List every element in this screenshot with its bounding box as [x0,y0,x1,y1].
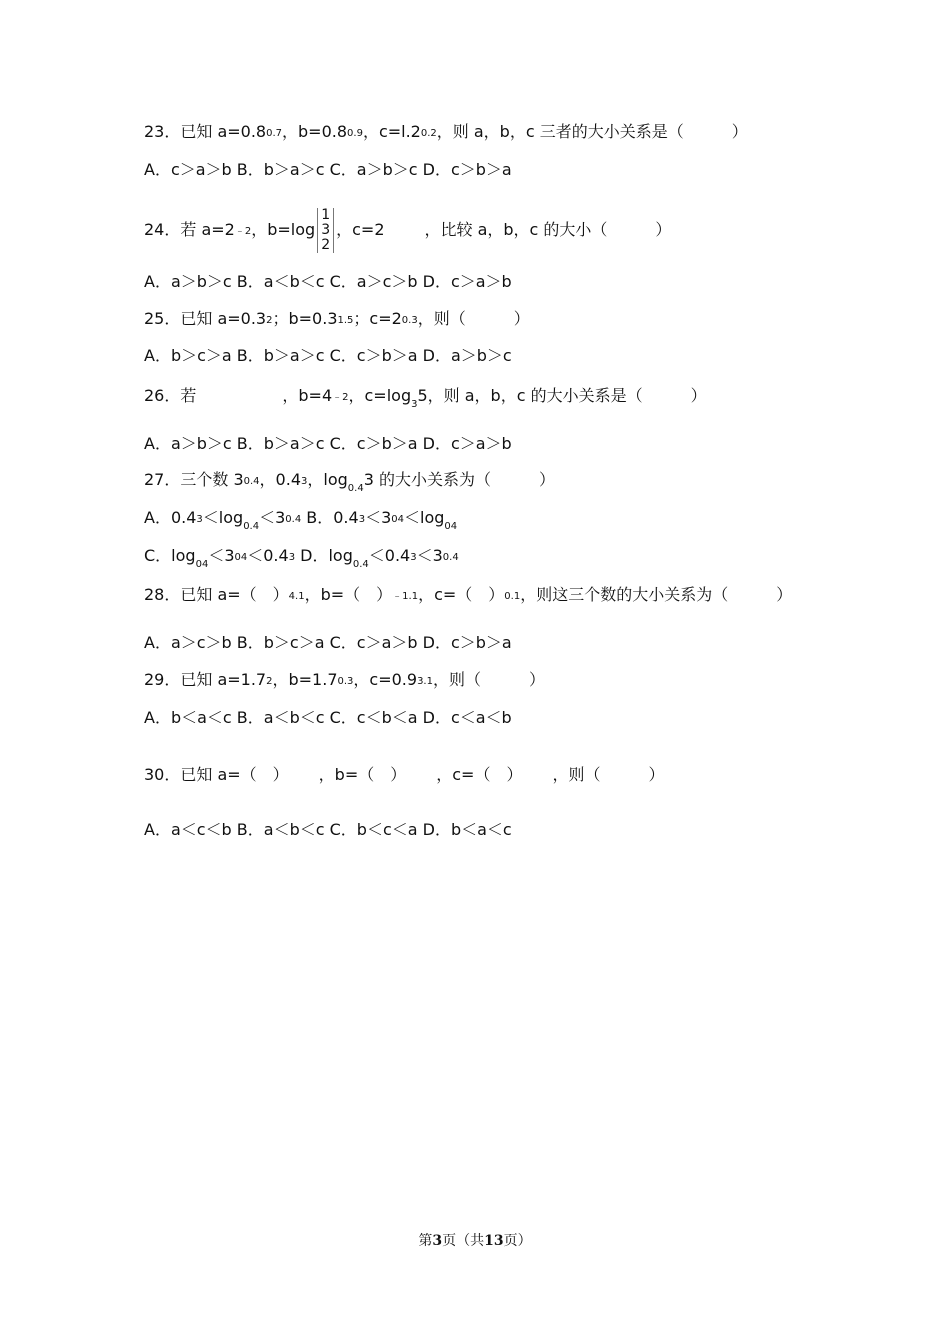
exponent: 3.1 [417,676,433,687]
text: ，b=（ ） [304,585,393,604]
question-28-stem [144,585,792,608]
exponent: 3 [301,476,308,487]
text: ＜3 [365,508,392,527]
exponent: 0.1 [504,591,521,602]
log-base-matrix [317,208,334,253]
page-footer [0,1230,950,1250]
exponent: 04 [234,552,248,563]
text: 30．已知 a=（ ） [144,765,289,784]
exponent: 4.1 [288,591,305,602]
question-29-stem [144,670,545,693]
text: ，则（ ） [552,765,665,784]
question-23-stem [144,122,748,145]
text: ，则 a，b，c 三者的大小关系是（ ） [436,122,748,141]
text: 24．若 a=2 [144,220,235,239]
question-24-stem [144,205,671,258]
text: ，b=4 [282,386,333,405]
text: ，c=l.2 [362,122,421,141]
text: ，则这三个数的大小关系为（ ） [520,585,793,604]
text: D．log [295,546,353,565]
text: ，b=1.7 [272,670,338,689]
exponent: 1.5 [337,315,354,326]
text: ＜0.4 [247,546,289,565]
text: ，c=（ ） [418,585,505,604]
text: ，则（ ） [417,309,530,328]
text: 25．已知 a=0.3 [144,309,267,328]
subscript: 3 [411,399,418,410]
exponent: 0.9 [347,128,363,139]
text: ＜3 [259,508,286,527]
exponent: 0.3 [401,315,418,326]
text: ，0.4 [259,470,301,489]
text: 3 的大小关系为（ ） [363,470,555,489]
subscript: 0.4 [352,559,369,570]
text: ＜0.4 [368,546,411,565]
text: ，b=log [251,220,316,239]
subscript: 04 [444,521,458,532]
exponent: 0.2 [420,128,437,139]
exponent: ﹣2 [332,392,349,403]
exponent: 3 [196,514,203,525]
text: C．log [144,546,196,565]
subscript: 04 [195,559,209,570]
exponent: 3 [358,514,366,525]
question-26-stem [144,386,707,409]
text: ＜log [404,508,445,527]
exponent: ﹣1.1 [392,591,419,602]
text: 页） [503,1233,532,1249]
exponent: 3 [288,552,296,563]
exponent: ﹣2 [234,226,252,237]
text: ，比较 a，b，c 的大小（ ） [424,220,672,239]
page-number: 3 [432,1233,443,1249]
question-30-stem [144,765,664,785]
question-24-options: A．a＞b＞c B．a＜b＜c C．a＞c＞b D．c＞a＞b [144,272,512,291]
question-27-options-cd [144,546,459,569]
question-29-options: A．b＜a＜c B．a＜b＜c C．c＜b＜a D．c＜a＜b [144,708,512,727]
exponent: 0.3 [337,676,354,687]
text: ，b=0.8 [282,122,348,141]
exponent: 04 [391,514,404,525]
text: ，c=2 [336,220,385,239]
exponent: 0.4 [285,514,302,525]
exponent: 2 [266,315,273,326]
text: 第 [418,1233,433,1249]
exponent: 2 [266,676,273,687]
text: ，log [307,470,348,489]
question-30-options: A．a＜c＜b B．a＜b＜c C．b＜c＜a D．b＜a＜c [144,820,512,839]
question-25-options: A．b＞c＞a B．b＞a＞c C．c＞b＞a D．a＞b＞c [144,346,512,365]
text: B．0.4 [301,508,359,527]
text: 27．三个数 3 [144,470,244,489]
subscript: 0.4 [347,483,364,494]
total-pages: 13 [484,1233,504,1249]
exponent: 0.4 [442,552,459,563]
text: 29．已知 a=1.7 [144,670,267,689]
question-25-stem [144,309,530,332]
question-27-options-ab [144,508,457,531]
text: ＜3 [208,546,235,565]
matrix-cell: 3 [321,222,331,238]
exponent: 0.4 [243,476,260,487]
text: ；b=0.3 [272,309,338,328]
text: 5，则 a，b，c 的大小关系是（ ） [417,386,707,405]
subscript: 0.4 [243,521,260,532]
text: ＜log [202,508,244,527]
text: 26．若 [144,386,197,405]
text: ；c=2 [353,309,402,328]
text: ，c=log [348,386,412,405]
matrix-cell: 1 [321,207,331,223]
text: 28．已知 a=（ ） [144,585,289,604]
text: ＜3 [416,546,443,565]
matrix-cell: 2 [321,237,331,253]
question-28-options: A．a＞c＞b B．b＞c＞a C．c＞a＞b D．c＞b＞a [144,633,512,652]
question-23-options: A．c＞a＞b B．b＞a＞c C．a＞b＞c D．c＞b＞a [144,160,512,179]
exponent: 0.7 [266,128,283,139]
text: ，b=（ ） [318,765,407,784]
question-27-stem [144,470,555,493]
question-26-options: A．a＞b＞c B．b＞a＞c C．c＞b＞a D．c＞a＞b [144,434,512,453]
text: ，c=（ ） [436,765,523,784]
text: ，则（ ） [432,670,545,689]
text: 页（共 [442,1233,485,1249]
text: 23．已知 a=0.8 [144,122,267,141]
text: ，c=0.9 [353,670,418,689]
text: A．0.4 [144,508,197,527]
exponent: 3 [410,552,417,563]
